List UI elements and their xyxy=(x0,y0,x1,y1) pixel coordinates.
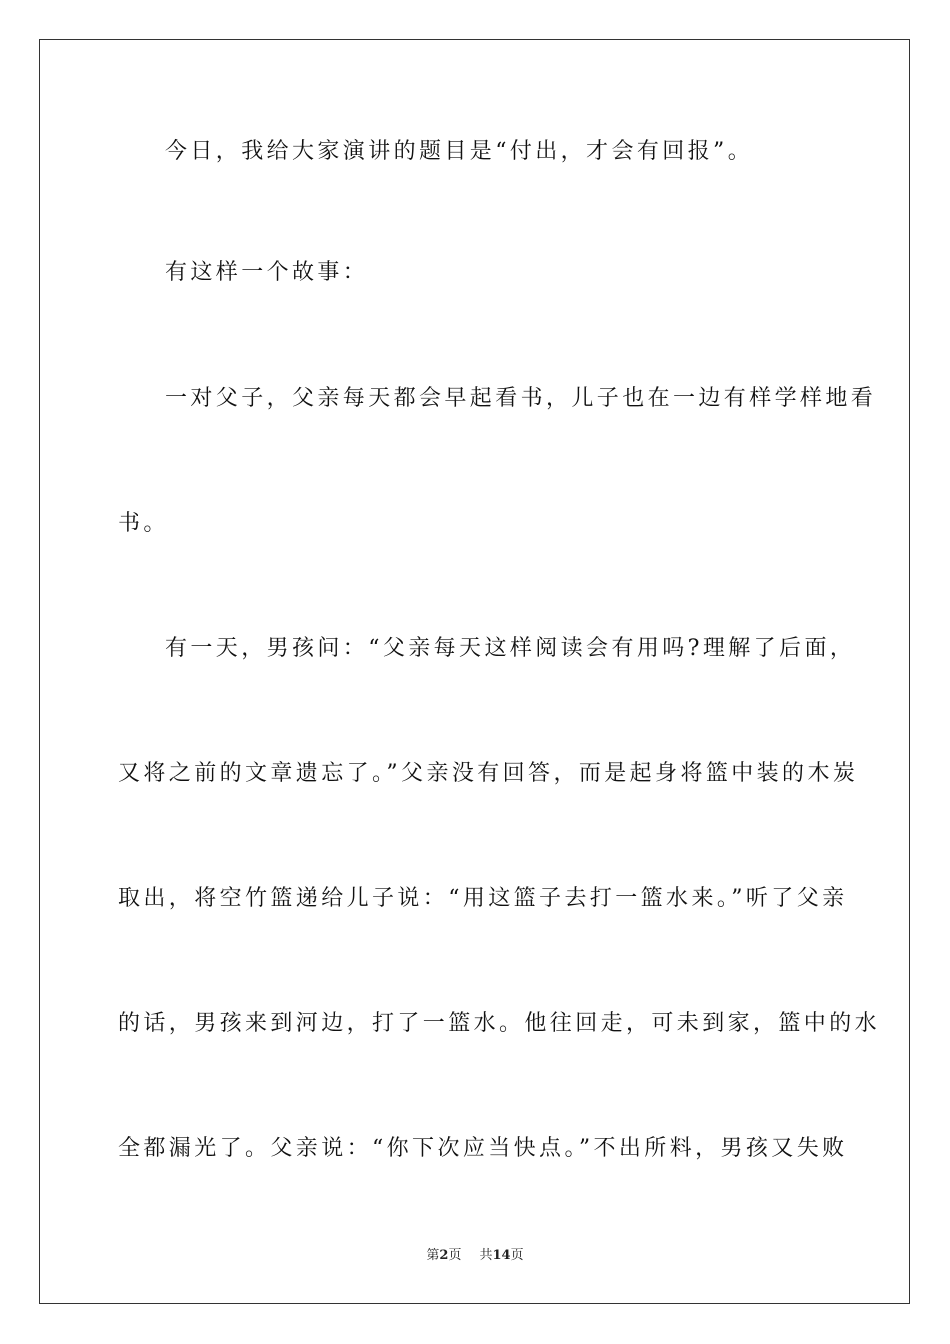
paragraph-line: 有这样一个故事： xyxy=(165,260,369,285)
page-suffix: 页 xyxy=(448,1248,462,1263)
total-prefix: 共 xyxy=(479,1248,493,1263)
paragraph-line: 书。 xyxy=(118,511,169,536)
paragraph-line: 的话，男孩来到河边，打了一篮水。他往回走，可未到家，篮中的水 xyxy=(118,1011,881,1036)
paragraph-line: 有一天，男孩问：“父亲每天这样阅读会有用吗?理解了后面， xyxy=(165,636,856,661)
paragraph-line: 全都漏光了。父亲说：“你下次应当快点。”不出所料，男孩又失败 xyxy=(118,1136,848,1161)
page-total: 14 xyxy=(492,1248,511,1263)
page-border xyxy=(39,39,910,1304)
total-suffix: 页 xyxy=(510,1248,524,1263)
page-footer xyxy=(0,1246,950,1266)
paragraph-line: 又将之前的文章遗忘了。”父亲没有回答，而是起身将篮中装的木炭 xyxy=(118,761,859,786)
page-prefix: 第 xyxy=(426,1248,440,1263)
paragraph-line: 今日，我给大家演讲的题目是“付出，才会有回报”。 xyxy=(165,139,754,164)
page-current: 2 xyxy=(439,1248,449,1263)
paragraph-line: 一对父子，父亲每天都会早起看书，儿子也在一边有样学样地看 xyxy=(165,386,877,411)
paragraph-line: 取出，将空竹篮递给儿子说：“用这篮子去打一篮水来。”听了父亲 xyxy=(118,886,848,911)
